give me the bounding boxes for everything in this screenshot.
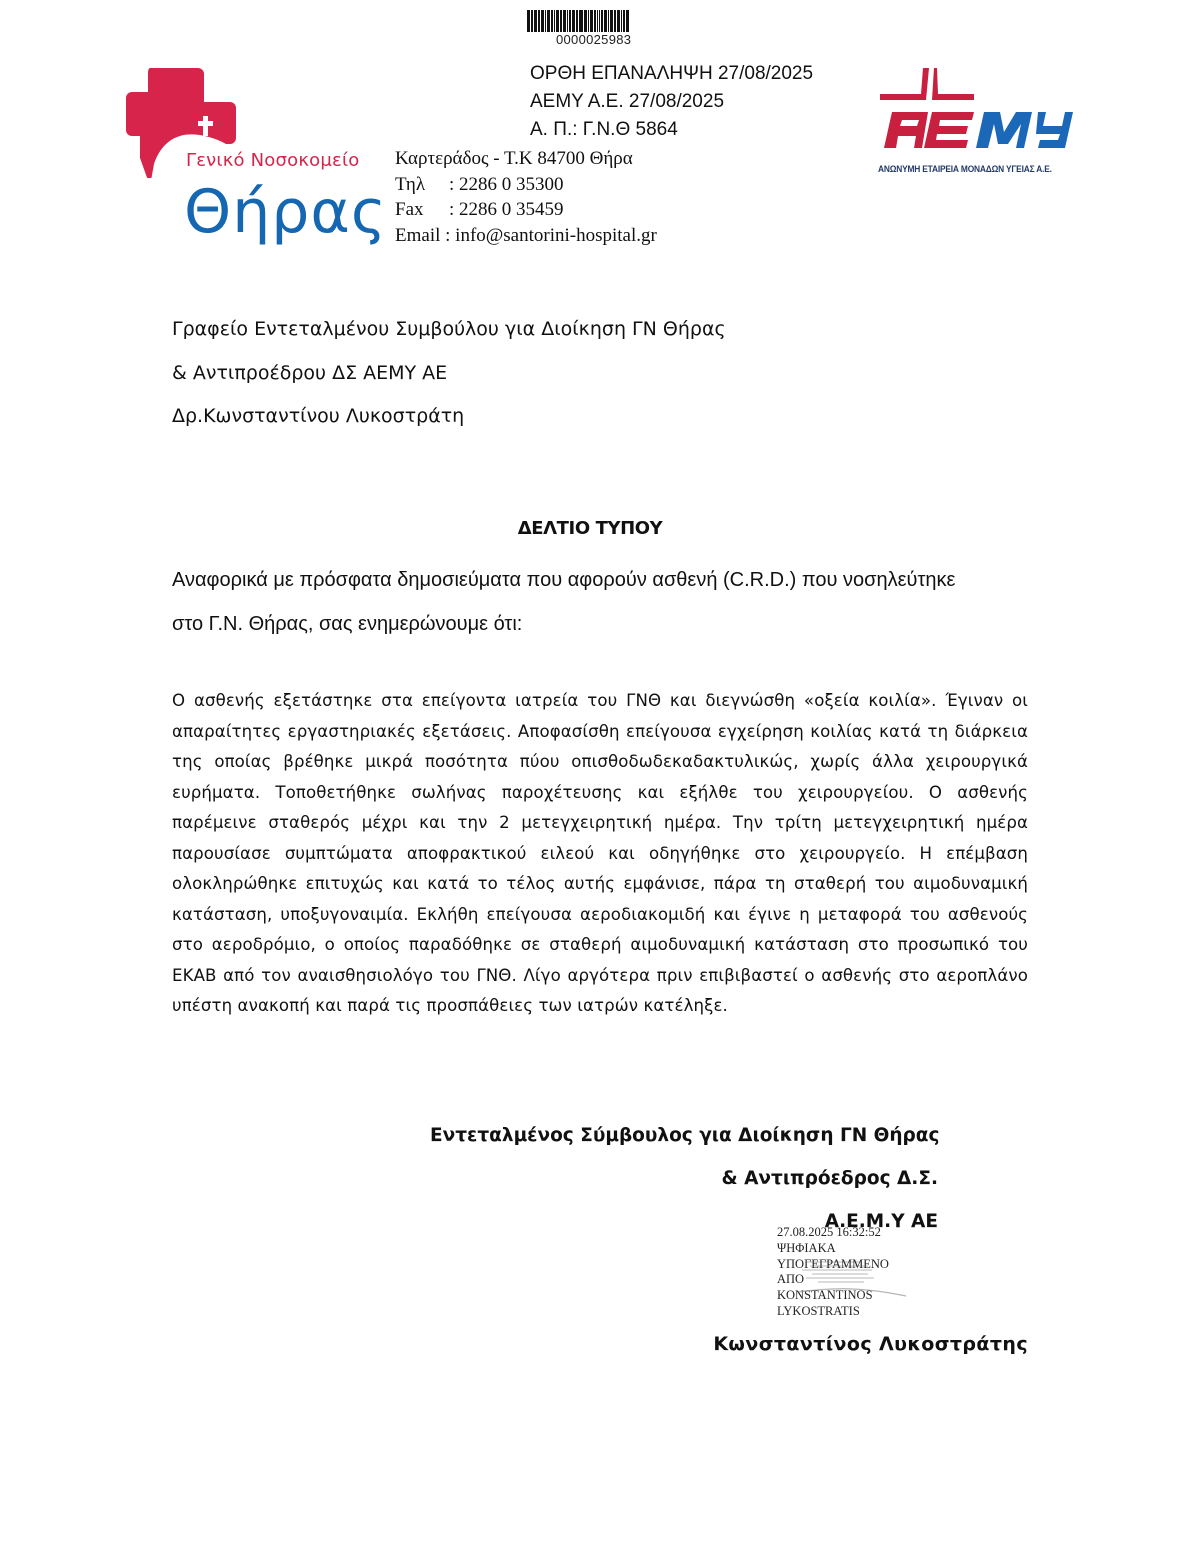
signatory-role-line-3: Α.Ε.Μ.Υ ΑΕ <box>824 1211 938 1232</box>
address: Καρτεράδος - Τ.Κ 84700 Θήρα <box>395 148 633 169</box>
hospital-logo-subtitle: Γενικό Νοσοκομείο <box>186 150 360 171</box>
digital-signature-line: LYKOSTRATIS <box>777 1303 860 1318</box>
signatory-role <box>430 1114 938 1243</box>
contact-info <box>395 146 657 248</box>
digital-signature-line: KONSTANTINOS <box>777 1288 873 1303</box>
signatory-role-line-2: & Αντιπρόεδρος Δ.Σ. <box>721 1168 938 1189</box>
email-label: Email <box>395 224 441 246</box>
signature-stamp-icon <box>788 1258 908 1306</box>
fax-label: Fax <box>395 199 424 220</box>
office-block <box>172 308 726 439</box>
digital-signature-timestamp: 27.08.2025 16:32:52 <box>777 1225 881 1239</box>
office-line-2: & Αντιπροέδρου ΔΣ ΑΕΜΥ ΑΕ <box>172 361 448 384</box>
aemy-logo-subtitle: ΑΝΩΝΥΜΗ ΕΤΑΙΡΕΙΑ ΜΟΝΑΔΩΝ ΥΓΕΙΑΣ Α.Ε. <box>878 164 1052 174</box>
hospital-logo-name: Θήρας <box>184 177 388 247</box>
office-line-1: Γραφείο Εντεταλμένου Συμβούλου για Διοίκηση ΓΝ Θήρας <box>172 318 726 340</box>
document-references <box>530 60 813 144</box>
digital-signature-line: ΥΠΟΓΕΓΡΑΜΜΕΝΟ <box>777 1256 889 1271</box>
intro-line-2: στο Γ.Ν. Θήρας, σας ενημερώνουμε ότι: <box>172 612 523 635</box>
digital-signature-line: ΑΠΟ <box>777 1272 805 1287</box>
protocol-number: Α. Π.: Γ.Ν.Θ 5864 <box>530 119 678 140</box>
aemy-reference: ΑΕΜΥ Α.Ε. 27/08/2025 <box>530 91 725 112</box>
digital-signature-line: ΨΗΦΙΑΚΑ <box>777 1240 836 1255</box>
intro-line-1: Αναφορικά με πρόσφατα δημοσιεύματα που αφορούν ασθενή (C.R.D.) που νοσηλεύτηκε <box>172 569 956 591</box>
intro-paragraph <box>172 559 1032 646</box>
phone-number: : 2286 0 35300 <box>449 173 564 195</box>
document-title: ΔΕΛΤΙΟ ΤΥΠΟΥ <box>517 518 663 539</box>
correction-reference: ΟΡΘΗ ΕΠΑΝΑΛΗΨΗ 27/08/2025 <box>530 63 814 84</box>
fax-number: : 2286 0 35459 <box>449 199 564 220</box>
aemy-logo-icon <box>876 66 1076 178</box>
signatory-name: Κωνσταντίνος Λυκοστράτης <box>713 1333 1028 1355</box>
signatory-role-line-1: Εντεταλμένος Σύμβουλος για Διοίκηση ΓΝ Θήρας <box>430 1125 940 1146</box>
office-line-3: Δρ.Κωνσταντίνου Λυκοστράτη <box>172 405 465 427</box>
body-paragraph: Ο ασθενής εξετάστηκε στα επείγοντα ιατρεία του ΓΝΘ και διεγνώσθη «οξεία κοιλία». Έγιναν οι απαραίτητες εργαστηριακές εξετάσεις. Αποφασίσθη επείγουσα εγχείρηση κοιλίας κατά τη διάρκεια της οποίας βρέθηκε μικρά ποσότητα πύου οπισθοδωδεκαδακτυλικώς, χωρίς άλλα χειρουργικά ευρήματα. Τοποθετήθηκε σωλήνας παροχέτευσης και εξήλθε του χειρουργείου. Ο ασθενής παρέμεινε σταθερός μέχρι και την 2 μετεγχειρητική ημέρα. Την τρίτη μετεγχειρητική ημέρα παρουσίασε συμπτώματα αποφρακτικού ειλεού και οδηγήθηκε στο χειρουργείο. Η επέμβαση ολοκληρώθηκε επιτυχώς και κατά το τέλος αυτής εμφάνισε, πάρα τη σταθερή του αιμοδυναμική κατάσταση, υποξυγοναιμία. Εκλήθη επείγουσα αεροδιακομιδή και έγινε η μεταφορά του ασθενούς στο αεροδρόμιο, ο οποίος παραδόθηκε σε σταθερή αιμοδυναμική κατάσταση στο προσωπικό του ΕΚΑΒ από τον αναισθησιολόγο του ΓΝΘ. Λίγο αργότερα πριν επιβιβαστεί ο ασθενής στο αεροπλάνο υπέστη ανακοπή και παρά τις προσπάθειες των ιατρών κατέληξε. <box>172 691 1028 1015</box>
barcode <box>527 10 673 32</box>
email-address: : info@santorini-hospital.gr <box>445 224 657 246</box>
barcode-number: 0000025983 <box>556 32 632 47</box>
phone-label: Τηλ <box>395 173 426 195</box>
